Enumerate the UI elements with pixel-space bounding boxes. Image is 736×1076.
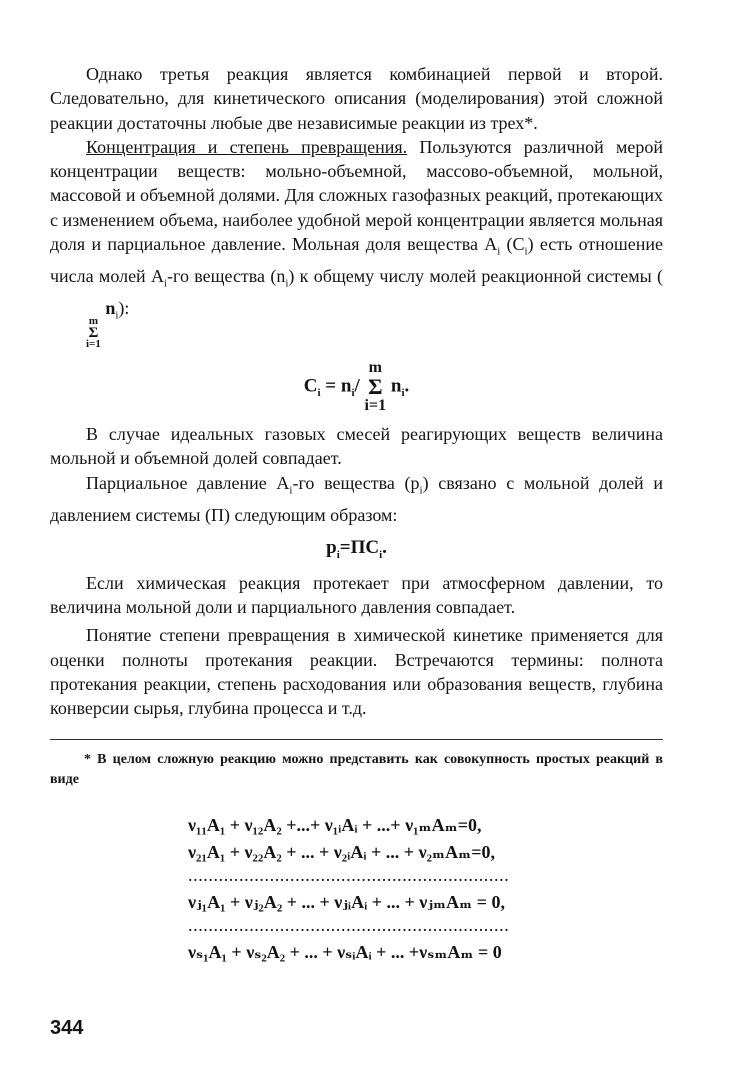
subscript-i: i	[317, 387, 321, 400]
formula-dot: .	[382, 536, 387, 558]
paragraph-6: Понятие степени превращения в химической кинетике применяется для оценки полноты протекания реакции. Встречаются термины: полнота протекания реакции, степень расходования или образования веществ, глубина конверсии сырья, глубина процесса и т.д.	[50, 625, 663, 719]
equation-system	[188, 812, 663, 966]
formula-partial-pressure	[50, 537, 663, 561]
subscript-i: i	[336, 548, 340, 561]
text-fragment: ) есть отношение числа молей A	[50, 234, 663, 286]
equation-row-4: νₛ₁A₁ + νₛ₂A₂ + ... + νₛᵢAᵢ + ... +νₛₘAₘ = 0	[188, 941, 502, 962]
dotted-line: ...............................................................	[188, 865, 510, 885]
footnote	[50, 750, 663, 790]
subscript-i: i	[497, 245, 501, 258]
sum-lower-limit: i=1	[364, 397, 387, 415]
formula-slash: /	[354, 375, 365, 397]
footnote-text: * В целом сложную реакцию можно представить как совокупность простых реакций в виде	[50, 751, 663, 787]
page-number: 344	[50, 1017, 84, 1039]
paragraph-4	[50, 471, 663, 527]
text-fragment: -го вещества (p	[292, 472, 420, 493]
page-body	[50, 62, 663, 966]
subscript-i: i	[351, 387, 355, 400]
subscript-i: i	[524, 245, 528, 258]
inline-summation	[50, 314, 101, 351]
subscript-i: i	[289, 484, 293, 497]
sum-upper-limit: m	[368, 359, 382, 377]
formula-dot: .	[404, 375, 410, 397]
sigma-symbol: Σ	[88, 324, 99, 341]
text-fragment: ) к общему числу молей реакционной системы (	[288, 265, 663, 286]
equation-row-1: ν₁₁A₁ + ν₁₂A₂ +...+ ν₁ᵢAᵢ + ...+ ν₁ₘAₘ=0,	[188, 814, 482, 835]
subscript-i: i	[419, 484, 423, 497]
equation-row-2: ν₂₁A₁ + ν₂₂A₂ + ... + ν₂ᵢAᵢ + ... + ν₂ₘAₘ=0,	[188, 841, 495, 862]
paragraph-2	[50, 135, 663, 350]
equation-row-3: νⱼ₁A₁ + νⱼ₂A₂ + ... + νⱼᵢAᵢ + ... + νⱼₘAₘ = 0,	[188, 891, 505, 912]
text-fragment: -го вещества (n	[167, 265, 286, 286]
formula-text: =ПC	[339, 536, 380, 558]
subscript-i: i	[379, 548, 383, 561]
formula-n: n	[390, 375, 402, 397]
formula-text: = n	[320, 375, 352, 397]
sum-upper-limit: m	[88, 314, 98, 327]
text-fragment: ) связано с мольной долей и давлением системы (П) следующим образом:	[50, 472, 663, 525]
sum-lower-limit: i=1	[86, 338, 101, 351]
subscript-i: i	[115, 309, 119, 322]
text-fragment: (C	[500, 234, 525, 255]
dotted-line: ...............................................................	[188, 915, 510, 935]
formula-c: C	[303, 375, 318, 397]
paragraph-2-body: Пользуются различной мерой концентрации веществ: мольно-объемной, массово-объемной, мольной, массовой и объемной долями. Для сложных газофазных реакций, протекающих с изменением объема, наиболее удобной мерой концентрации является мольная доля и парциальное давление. Мольная доля вещества A	[50, 136, 663, 255]
subscript-i: i	[401, 387, 405, 400]
formula-mole-fraction	[50, 360, 663, 414]
text-fragment: Парциальное давление A	[86, 472, 290, 493]
text-fragment: ):	[118, 297, 130, 318]
subscript-i: i	[285, 277, 289, 290]
paragraph-5: Если химическая реакция протекает при атмосферном давлении, то величина мольной доли и парциального давления совпадает.	[50, 572, 663, 618]
section-heading-concentration: Концентрация и степень превращения.	[86, 136, 408, 157]
sigma-symbol: Σ	[368, 374, 383, 400]
summation	[365, 360, 387, 414]
paragraph-3: В случае идеальных газовых смесей реагирующих веществ величина мольной и объемной долей совпадает.	[50, 424, 663, 469]
footnote-separator	[50, 739, 663, 740]
paragraph-1: Однако третья реакция является комбинацией первой и второй. Следовательно, для кинетического описания (моделирования) этой сложной реакции достаточны любые две независимые реакции из трех*.	[50, 64, 663, 133]
subscript-i: i	[163, 277, 168, 290]
n-symbol: n	[105, 297, 116, 318]
formula-p: p	[326, 536, 337, 558]
